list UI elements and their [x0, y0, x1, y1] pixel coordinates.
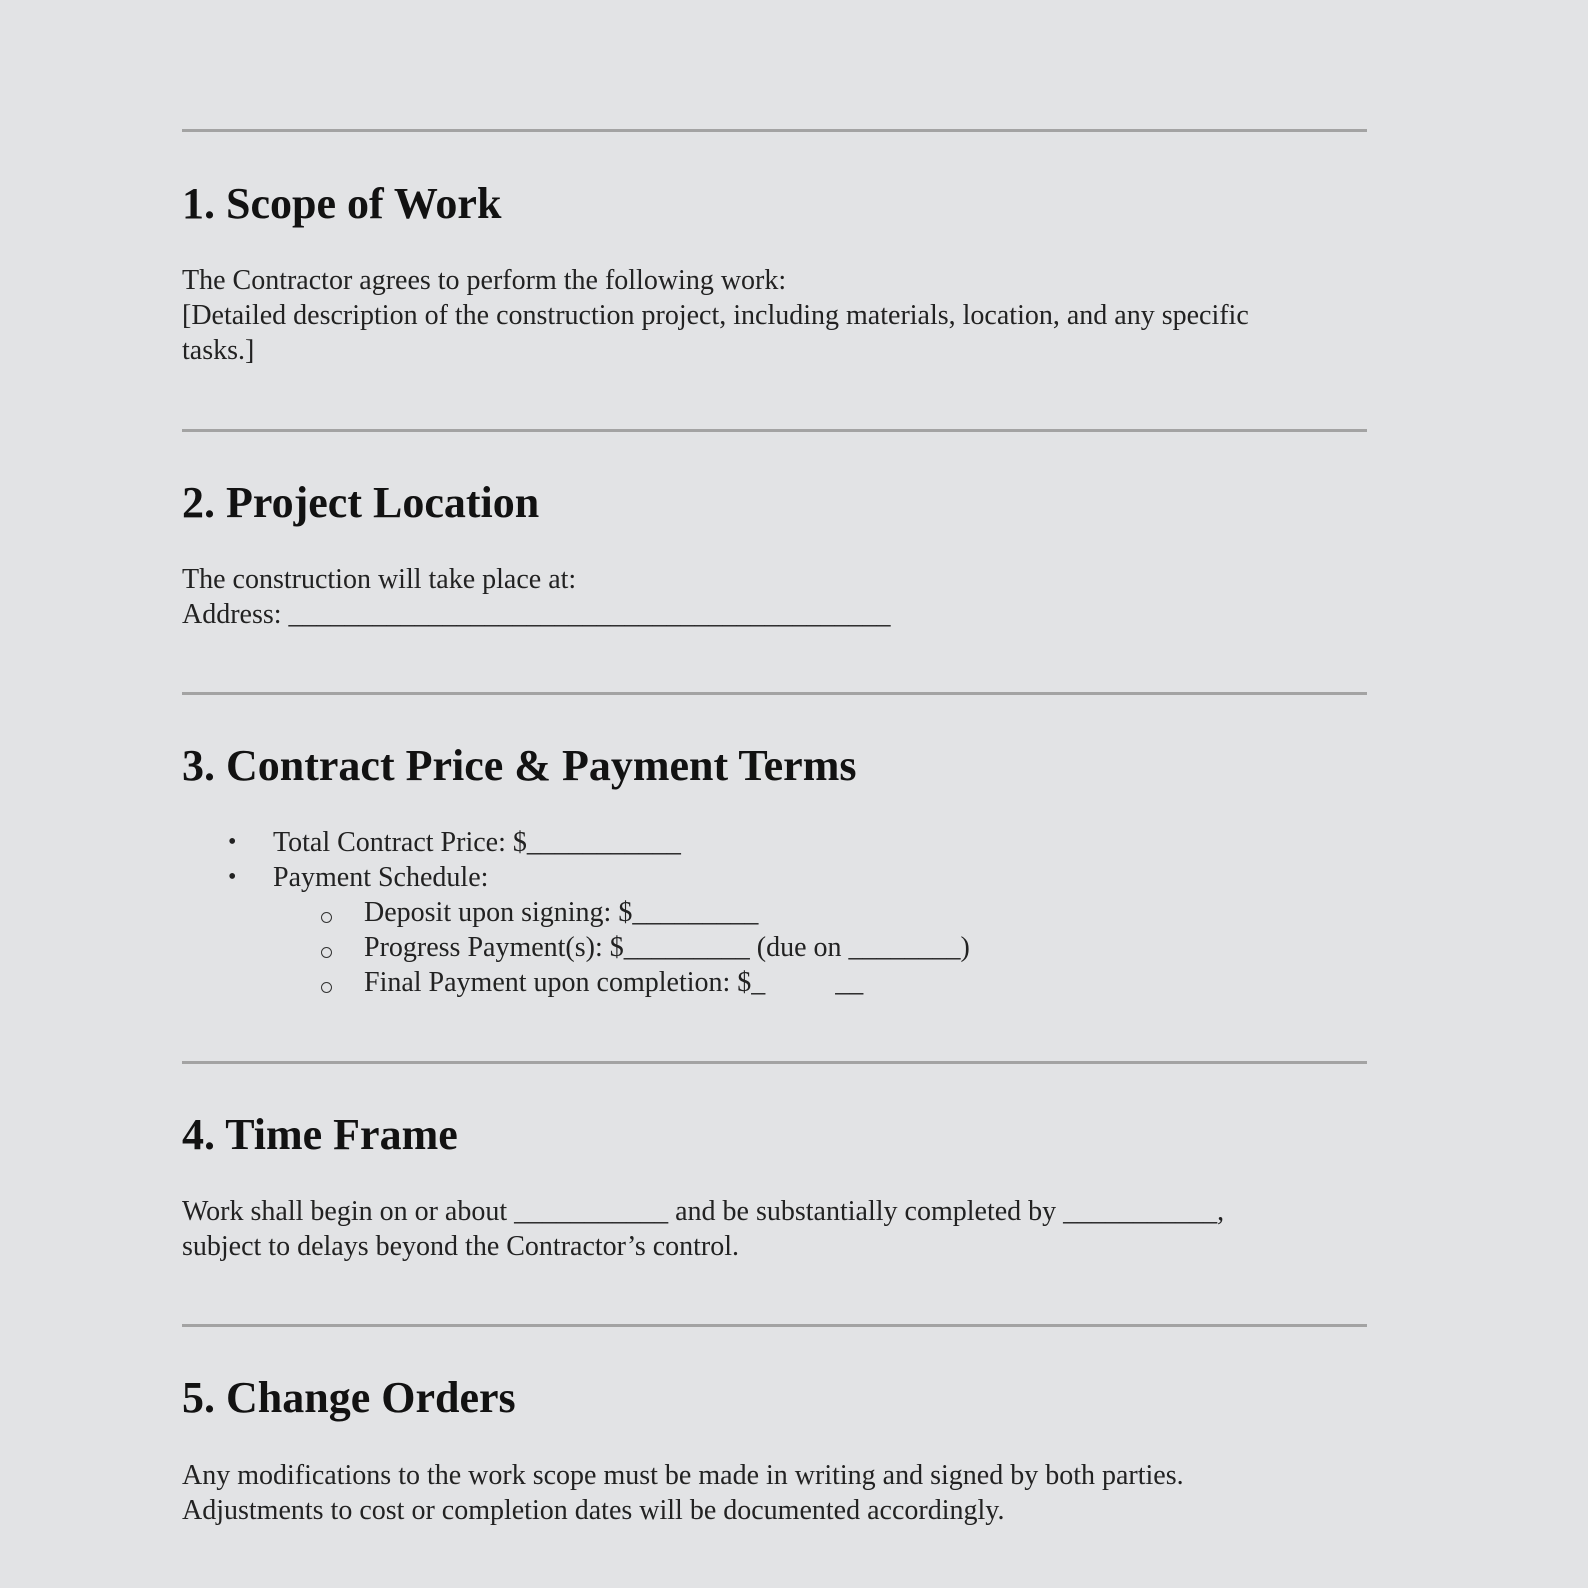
project-location-text [182, 562, 891, 632]
section-heading-time-frame: 4. Time Frame [182, 1110, 458, 1159]
list-item-payment-schedule: Payment Schedule: [273, 862, 489, 893]
time-frame-text [182, 1194, 1224, 1264]
text-line: The Contractor agrees to perform the following work: [182, 265, 787, 296]
list-item-total-contract-price: Total Contract Price: $___________ [273, 827, 681, 858]
sub-item-deposit: Deposit upon signing: $_________ [364, 897, 759, 928]
text-line: Adjustments to cost or completion dates will be documented accordingly. [182, 1495, 1005, 1526]
text-line: [Detailed description of the construction project, including materials, location, and any specific [182, 300, 1249, 331]
text-line: tasks.] [182, 335, 255, 366]
text-line: subject to delays beyond the Contractor’s control. [182, 1231, 740, 1262]
text-line: Any modifications to the work scope must be made in writing and signed by both parties. [182, 1460, 1184, 1491]
section-heading-change-orders: 5. Change Orders [182, 1373, 516, 1422]
text-line: The construction will take place at: [182, 564, 577, 595]
bullet-dot: • [228, 864, 237, 890]
section-divider [182, 692, 1367, 695]
section-divider [182, 1324, 1367, 1327]
section-divider [182, 129, 1367, 132]
section-heading-contract-price: 3. Contract Price & Payment Terms [182, 741, 857, 790]
scope-of-work-text [182, 263, 1249, 368]
sub-bullet-circle [321, 982, 332, 993]
section-divider [182, 1061, 1367, 1064]
section-divider [182, 429, 1367, 432]
section-heading-scope-of-work: 1. Scope of Work [182, 179, 502, 228]
address-line: Address: ___________________________________________ [182, 599, 891, 630]
sub-bullet-circle [321, 912, 332, 923]
sub-item-progress-payment: Progress Payment(s): $_________ (due on ________) [364, 932, 970, 963]
text-line: Work shall begin on or about ___________ and be substantially completed by ___________, [182, 1196, 1225, 1227]
sub-item-final-payment: Final Payment upon completion: $_ __ [364, 967, 864, 998]
sub-bullet-circle [321, 947, 332, 958]
section-heading-project-location: 2. Project Location [182, 478, 540, 527]
change-orders-text [182, 1458, 1184, 1528]
bullet-dot: • [228, 829, 237, 855]
